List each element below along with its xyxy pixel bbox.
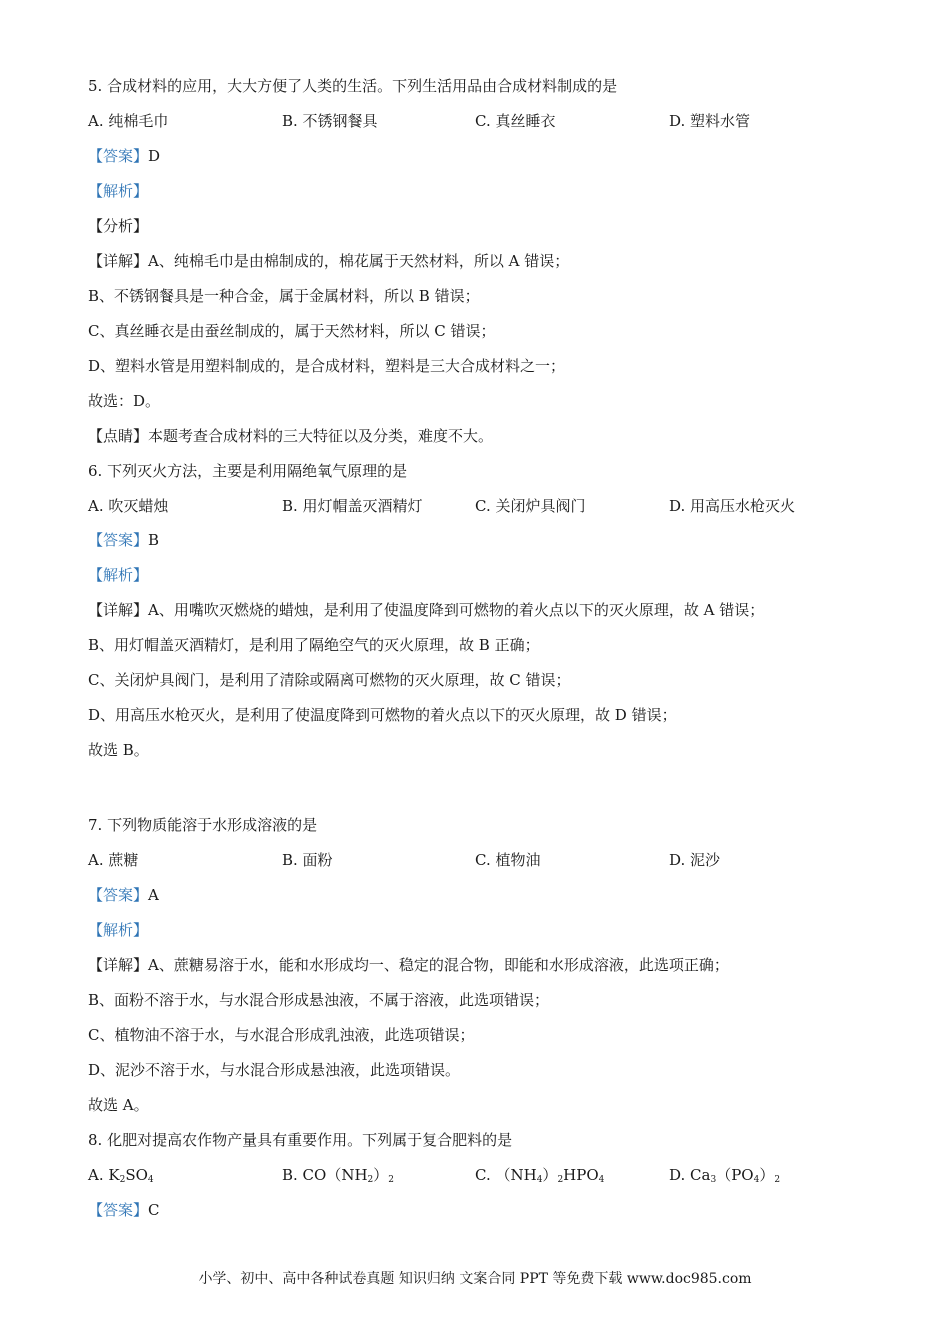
q6-stem: 6. 下列灭火方法，主要是利用隔绝氧气原理的是 [88,462,408,480]
subscript: 2 [774,1175,781,1185]
q6-option-b: B. 用灯帽盖灭酒精灯 [282,497,423,515]
q5-fenxi-tag: 【分析】 [88,217,149,235]
q8-option-b-part: B. CO（NH [282,1166,368,1184]
q5-detail-line [88,251,569,271]
q6-analysis-tag: 【解析】 [88,566,149,584]
q5-conclusion: 故选：D。 [88,392,161,410]
q5-detail-c: C、真丝睡衣是由蚕丝制成的，属于天然材料，所以 C 错误； [88,322,496,340]
answer-tag: 【答案】 [88,886,149,904]
q8-stem: 8. 化肥对提高农作物产量具有重要作用。下列属于复合肥料的是 [88,1131,513,1149]
q6-detail-d: D、用高压水枪灭火，是利用了使温度降到可燃物的着火点以下的灭火原理，故 D 错误； [88,706,677,724]
q8-option-d-part: （PO [716,1166,754,1184]
q7-detail-b: B、面粉不溶于水，与水混合形成悬浊液，不属于溶液，此选项错误； [88,991,550,1009]
subscript: 3 [710,1175,717,1185]
q7-analysis-tag: 【解析】 [88,921,149,939]
q5-comment: 【点睛】本题考查合成材料的三大特征以及分类，难度不大。 [88,427,494,445]
q7-conclusion: 故选 A。 [88,1096,149,1114]
q5-detail-d: D、塑料水管是用塑料制成的，是合成材料，塑料是三大合成材料之一； [88,357,566,375]
q7-stem: 7. 下列物质能溶于水形成溶液的是 [88,816,318,834]
q8-answer [88,1200,160,1220]
answer-value: C [148,1201,160,1219]
q6-option-a: A. 吹灭蜡烛 [88,497,169,515]
subscript: 2 [367,1175,374,1185]
detail-text: A、蔗糖易溶于水，能和水形成均一、稳定的混合物，即能和水形成溶液，此选项正确； [148,956,729,974]
q8-option-b-part: ） [373,1166,389,1184]
q5-answer [88,146,160,166]
q7-option-c: C. 植物油 [475,851,541,869]
q7-detail-c: C、植物油不溶于水，与水混合形成乳浊液，此选项错误； [88,1026,475,1044]
subscript: 2 [557,1175,564,1185]
q7-option-d: D. 泥沙 [669,851,721,869]
subscript: 2 [119,1175,126,1185]
q8-option-c-part: HPO [563,1166,599,1184]
subscript: 4 [536,1175,543,1185]
answer-value: A [148,886,159,904]
q7-option-a: A. 蔗糖 [88,851,139,869]
q8-option-d [669,1165,780,1190]
q5-option-c: C. 真丝睡衣 [475,112,556,130]
q8-option-c-part: C. （NH [475,1166,537,1184]
q8-option-c-part: ） [542,1166,558,1184]
q8-option-c [475,1165,604,1190]
q7-detail-d: D、泥沙不溶于水，与水混合形成悬浊液，此选项错误。 [88,1061,461,1079]
q6-conclusion: 故选 B。 [88,741,149,759]
q8-option-a [88,1165,154,1190]
q6-detail-b: B、用灯帽盖灭酒精灯，是利用了隔绝空气的灭火原理，故 B 正确； [88,636,540,654]
answer-value: D [148,147,161,165]
subscript: 4 [147,1175,154,1185]
answer-value: B [148,531,160,549]
q8-option-d-part: ） [759,1166,775,1184]
subscript: 4 [753,1175,760,1185]
answer-tag: 【答案】 [88,1201,149,1219]
q6-option-c: C. 关闭炉具阀门 [475,497,586,515]
q8-option-d-part: D. Ca [669,1166,711,1184]
detail-text: A、用嘴吹灭燃烧的蜡烛，是利用了使温度降到可燃物的着火点以下的灭火原理，故 A 错误； [148,601,765,619]
q8-option-b [282,1165,394,1190]
q8-option-a-part: A. K [88,1166,120,1184]
q7-option-b: B. 面粉 [282,851,333,869]
q5-option-d: D. 塑料水管 [669,112,751,130]
q8-option-a-part: SO [125,1166,148,1184]
q6-detail-c: C、关闭炉具阀门，是利用了清除或隔离可燃物的灭火原理，故 C 错误； [88,671,571,689]
q7-answer [88,885,159,905]
q5-analysis-tag: 【解析】 [88,182,149,200]
q5-stem: 5. 合成材料的应用，大大方便了人类的生活。下列生活用品由合成材料制成的是 [88,77,618,95]
q5-option-a: A. 纯棉毛巾 [88,112,169,130]
detail-text: A、纯棉毛巾是由棉制成的，棉花属于天然材料，所以 A 错误； [148,252,570,270]
answer-tag: 【答案】 [88,147,149,165]
subscript: 2 [388,1175,395,1185]
detail-tag: 【详解】 [88,956,149,974]
q6-detail-line [88,600,764,620]
q6-answer [88,530,159,550]
q5-option-b: B. 不锈钢餐具 [282,112,378,130]
subscript: 4 [598,1175,605,1185]
q6-option-d: D. 用高压水枪灭火 [669,497,796,515]
q5-detail-b: B、不锈钢餐具是一种合金，属于金属材料，所以 B 错误； [88,287,480,305]
q7-detail-line [88,955,729,975]
detail-tag: 【详解】 [88,252,149,270]
detail-tag: 【详解】 [88,601,149,619]
page-footer: 小学、初中、高中各种试卷真题 知识归纳 文案合同 PPT 等免费下载 www.doc985.com [198,1271,752,1287]
answer-tag: 【答案】 [88,531,149,549]
